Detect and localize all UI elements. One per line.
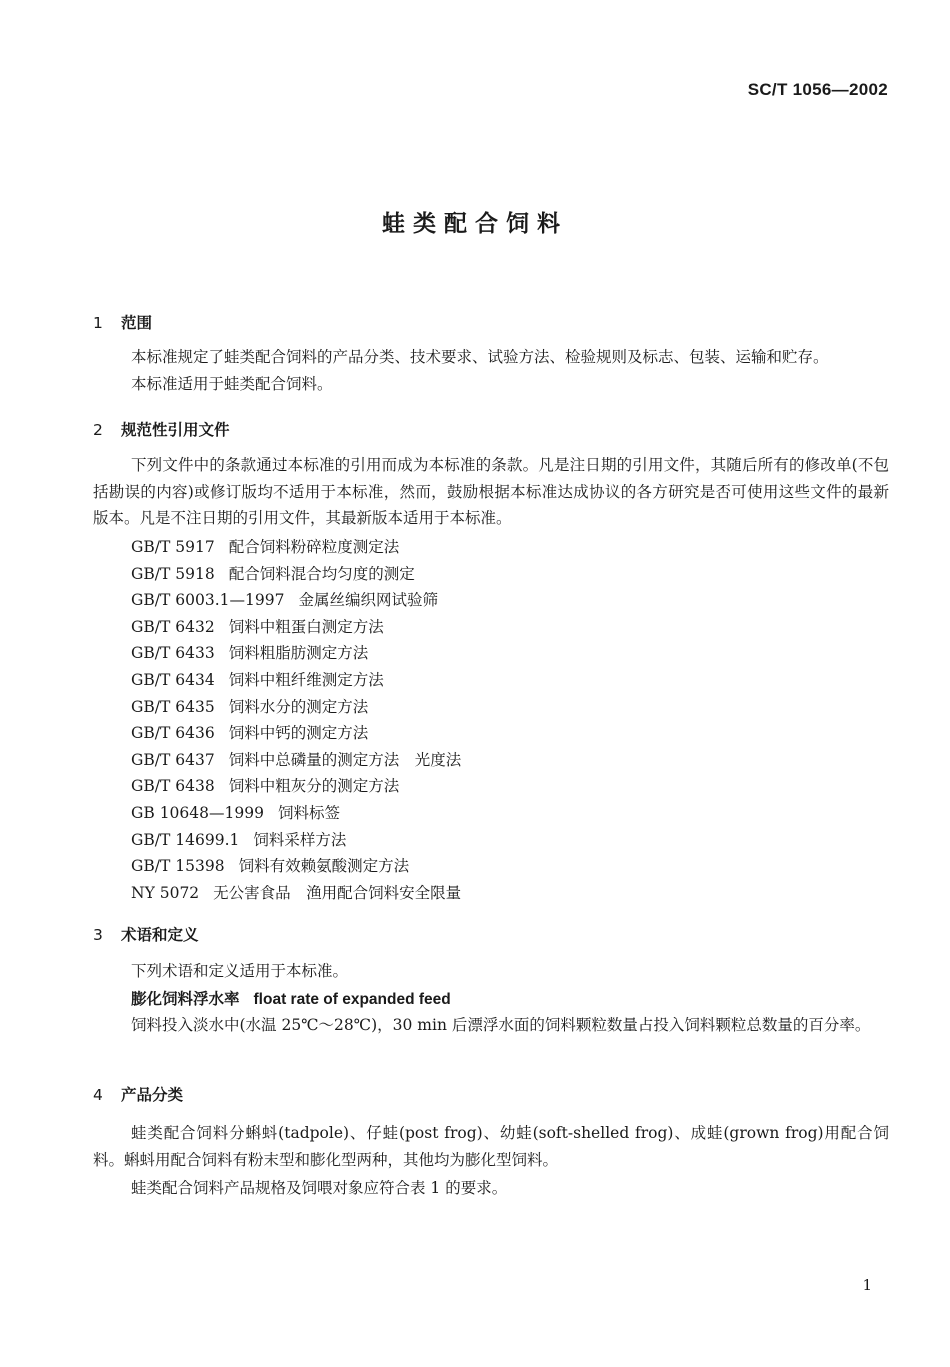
- reference-item: [131, 640, 461, 667]
- reference-code: GB/T 6434: [131, 670, 215, 689]
- reference-title: 饲料有效赖氨酸测定方法: [238, 857, 410, 876]
- section-2-paragraph-1: 下列文件中的条款通过本标准的引用而成为本标准的条款。凡是注日期的引用文件，其随后所有的修改单(不包括勘误的内容)或修订版均不适用于本标准，然而，鼓励根据本标准达成协议的各方研究是否可使用这些文件的最新版本。凡是不注日期的引用文件，其最新版本适用于本标准。: [93, 456, 889, 527]
- reference-title: 配合饲料粉碎粒度测定法: [228, 538, 400, 556]
- reference-title: 饲料采样方法: [253, 830, 347, 849]
- reference-code: GB/T 6003.1—1997: [131, 591, 285, 610]
- reference-title: 无公害食品 渔用配合饲料安全限量: [213, 883, 462, 902]
- term-definition: 饲料投入淡水中(水温 25℃～28℃)，30 min 后漂浮水面的饲料颗粒数量占投入饲料颗粒总数量的百分率。: [131, 1016, 871, 1034]
- reference-item: [131, 773, 461, 800]
- reference-item: [131, 880, 461, 907]
- reference-item: [131, 561, 461, 588]
- section-number: 1: [93, 314, 103, 332]
- reference-item: [131, 747, 461, 774]
- reference-title: 饲料中钙的测定方法: [228, 724, 369, 743]
- reference-item: [131, 614, 461, 641]
- reference-code: GB/T 6433: [131, 644, 215, 663]
- section-number: 4: [93, 1086, 103, 1104]
- reference-item: [131, 720, 461, 747]
- section-3-heading: [93, 923, 199, 945]
- reference-code: GB/T 5918: [131, 564, 215, 583]
- reference-item: [131, 800, 461, 827]
- section-1-heading: [93, 311, 152, 333]
- reference-code: GB/T 14699.1: [131, 830, 240, 849]
- reference-list: [131, 534, 461, 906]
- section-1-paragraph-1: 本标准规定了蛙类配合饲料的产品分类、技术要求、试验方法、检验规则及标志、包装、运输和贮存。: [131, 348, 829, 366]
- reference-item: [131, 694, 461, 721]
- reference-item: [131, 587, 461, 614]
- reference-code: GB 10648—1999: [131, 803, 264, 822]
- reference-code: GB/T 6432: [131, 617, 215, 636]
- section-4-heading: [93, 1083, 183, 1105]
- section-title: 术语和定义: [121, 926, 199, 944]
- term-chinese: 膨化饲料浮水率: [131, 990, 240, 1008]
- section-4-paragraph-2: 蛙类配合饲料产品规格及饲喂对象应符合表 1 的要求。: [131, 1179, 508, 1197]
- reference-code: GB/T 6438: [131, 777, 215, 796]
- reference-code: GB/T 6437: [131, 750, 215, 769]
- document-title: 蛙类配合饲料: [382, 211, 568, 237]
- reference-title: 配合饲料混合均匀度的测定: [228, 564, 415, 583]
- section-3-intro: 下列术语和定义适用于本标准。: [131, 962, 349, 980]
- term-entry: [131, 987, 451, 1009]
- page-number: 1: [862, 1276, 872, 1294]
- reference-item: [131, 534, 461, 561]
- reference-title: 饲料中总磷量的测定方法 光度法: [228, 750, 462, 769]
- term-english: float rate of expanded feed: [253, 991, 451, 1008]
- reference-code: NY 5072: [131, 883, 200, 902]
- reference-item: [131, 827, 461, 854]
- section-title: 范围: [121, 314, 153, 332]
- reference-title: 饲料中粗蛋白测定方法: [228, 617, 384, 636]
- standard-code: SC/T 1056—2002: [747, 80, 888, 99]
- reference-code: GB/T 6435: [131, 697, 215, 716]
- section-1-paragraph-2: 本标准适用于蛙类配合饲料。: [131, 375, 333, 393]
- section-number: 2: [93, 421, 103, 439]
- section-title: 产品分类: [121, 1086, 184, 1104]
- section-number: 3: [93, 926, 103, 944]
- reference-title: 饲料中粗纤维测定方法: [228, 670, 384, 689]
- reference-title: 饲料水分的测定方法: [228, 697, 369, 716]
- reference-title: 饲料中粗灰分的测定方法: [228, 777, 400, 796]
- reference-title: 饲料标签: [277, 803, 340, 822]
- reference-item: [131, 853, 461, 880]
- section-title: 规范性引用文件: [121, 421, 230, 439]
- reference-code: GB/T 5917: [131, 538, 215, 556]
- reference-code: GB/T 6436: [131, 724, 215, 743]
- reference-code: GB/T 15398: [131, 857, 225, 876]
- reference-item: [131, 667, 461, 694]
- section-2-heading: [93, 418, 230, 440]
- reference-title: 饲料粗脂肪测定方法: [228, 644, 369, 663]
- reference-title: 金属丝编织网试验筛: [298, 591, 438, 610]
- section-4-paragraph-1: 蛙类配合饲料分蝌蚪(tadpole)、仔蛙(post frog)、幼蛙(soft-shelled frog)、成蛙(grown frog)用配合饲料。蝌蚪用配合饲料有粉末型和膨化型两种，其他均为膨化型饲料。: [93, 1124, 889, 1169]
